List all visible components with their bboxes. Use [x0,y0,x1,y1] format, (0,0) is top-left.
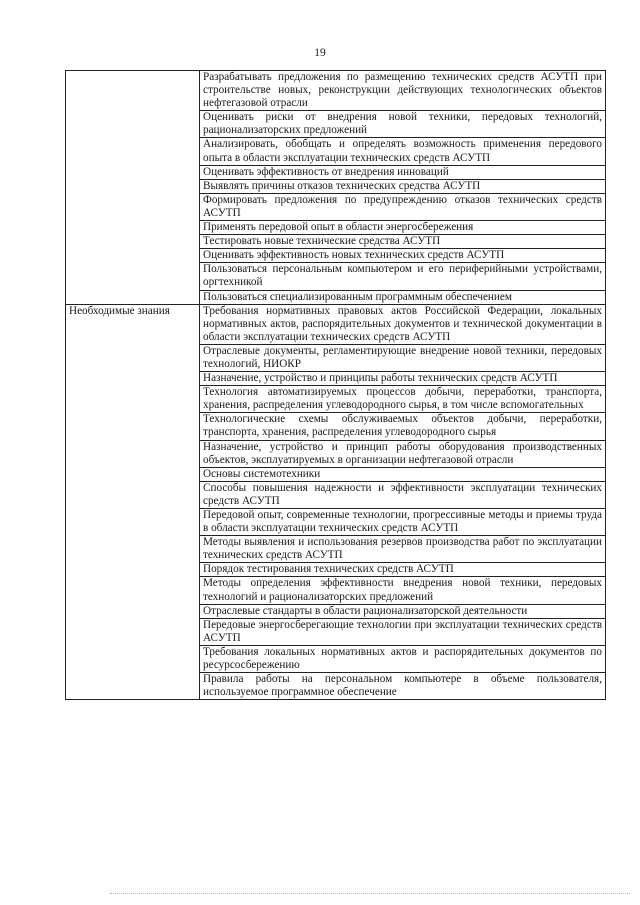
table-row [66,71,606,111]
table-row [66,304,606,344]
skill-item: Формировать предложения по предупреждению отказов технических средств АСУТП [200,193,606,220]
skill-item: Пользоваться персональным компьютером и его периферийными устройствами, оргтехникой [200,263,606,290]
knowledge-item: Способы повышения надежности и эффективности эксплуатации технических средств АСУТП [200,481,606,508]
knowledge-label: Необходимые знания [66,304,200,700]
skill-item: Оценивать эффективность от внедрения инноваций [200,165,606,179]
scan-edge-divider [110,893,630,895]
knowledge-item: Порядок тестирования технических средств АСУТП [200,563,606,577]
knowledge-item: Основы системотехники [200,467,606,481]
knowledge-item: Отраслевые документы, регламентирующие внедрение новой техники, передовых технологий, НИОКР [200,344,606,371]
skill-item: Тестировать новые технические средства АСУТП [200,235,606,249]
skills-label-cell [66,71,200,305]
knowledge-item: Отраслевые стандарты в области рационализаторской деятельности [200,604,606,618]
knowledge-item: Требования нормативных правовых актов Российской Федерации, локальных нормативных актов, распорядительных документов и технической документации в области эксплуатации технических средств АСУТП [200,304,606,344]
knowledge-item: Методы выявления и использования резервов производства работ по эксплуатации технических средств АСУТП [200,536,606,563]
knowledge-item: Назначение, устройство и принципы работы технических средств АСУТП [200,372,606,386]
skill-item: Анализировать, обобщать и определять возможность применения передового опыта в области эксплуатации технических средств АСУТП [200,138,606,165]
competency-table [65,70,606,700]
skill-item: Оценивать эффективность новых технических средств АСУТП [200,249,606,263]
skill-item: Оценивать риски от внедрения новой техники, передовых технологий, рационализаторских предложений [200,111,606,138]
skill-item: Разрабатывать предложения по размещению технических средств АСУТП при строительстве новых, реконструкции действующих технологических объектов нефтегазовой отрасли [200,71,606,111]
skill-item: Пользоваться специализированным программным обеспечением [200,290,606,304]
knowledge-item: Передовой опыт, современные технологии, прогрессивные методы и приемы труда в области эксплуатации технических средств АСУТП [200,509,606,536]
skill-item: Применять передовой опыт в области энергосбережения [200,221,606,235]
knowledge-item: Технология автоматизируемых процессов добычи, переработки, транспорта, хранения, распределения углеводородного сырья, в том числе вспомогательных [200,386,606,413]
knowledge-item: Технологические схемы обслуживаемых объектов добычи, переработки, транспорта, хранения, распределения углеводородного сырья [200,413,606,440]
skill-item: Выявлять причины отказов технических средства АСУТП [200,179,606,193]
page-number: 19 [314,47,326,59]
knowledge-item: Требования локальных нормативных актов и распорядительных документов по ресурсосбережению [200,645,606,672]
knowledge-item: Назначение, устройство и принцип работы оборудования производственных объектов, эксплуатируемых в организации нефтегазовой отрасли [200,440,606,467]
knowledge-item: Передовые энергосберегающие технологии при эксплуатации технических средств АСУТП [200,618,606,645]
knowledge-item: Методы определения эффективности внедрения новой техники, передовых технологий и рационализаторских предложений [200,577,606,604]
knowledge-item: Правила работы на персональном компьютере в объеме пользователя, используемое программное обеспечение [200,673,606,700]
